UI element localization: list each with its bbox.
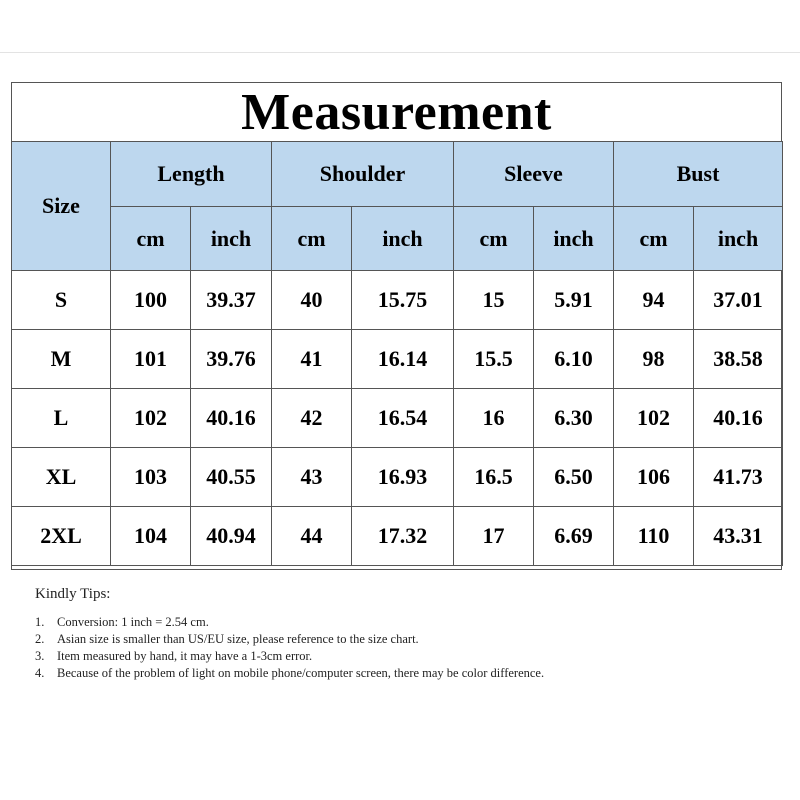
value-cell: 102 [614,389,694,448]
value-cell: 94 [614,271,694,330]
table-row [12,271,783,330]
value-cell: 43 [272,448,352,507]
unit-header: cm [454,207,534,271]
unit-header: inch [352,207,454,271]
tip-number: 2. [35,632,45,646]
value-cell: 6.69 [534,507,614,566]
value-cell: 16.5 [454,448,534,507]
tips-title: Kindly Tips: [35,586,111,602]
group-header-sleeve: Sleeve [454,142,614,207]
value-cell: 15.5 [454,330,534,389]
size-cell: M [12,330,111,389]
chart-title: Measurement [241,84,552,141]
group-header-length: Length [111,142,272,207]
value-cell: 16.14 [352,330,454,389]
value-cell: 42 [272,389,352,448]
value-cell: 5.91 [534,271,614,330]
value-cell: 41 [272,330,352,389]
value-cell: 40.55 [191,448,272,507]
header-row-units [12,207,783,271]
value-cell: 44 [272,507,352,566]
unit-header: cm [272,207,352,271]
value-cell: 100 [111,271,191,330]
value-cell: 6.10 [534,330,614,389]
value-cell: 43.31 [694,507,783,566]
value-cell: 38.58 [694,330,783,389]
value-cell: 17 [454,507,534,566]
value-cell: 16.93 [352,448,454,507]
size-table [11,141,783,566]
tip-text: Conversion: 1 inch = 2.54 cm. [57,615,209,629]
value-cell: 15 [454,271,534,330]
header-row-groups [12,142,783,207]
value-cell: 16.54 [352,389,454,448]
size-chart [11,82,782,570]
tip-text: Item measured by hand, it may have a 1-3cm error. [57,649,313,663]
value-cell: 102 [111,389,191,448]
size-cell: 2XL [12,507,111,566]
value-cell: 40.16 [694,389,783,448]
value-cell: 6.30 [534,389,614,448]
top-divider [0,52,800,53]
group-header-shoulder: Shoulder [272,142,454,207]
table-row [12,448,783,507]
size-cell: S [12,271,111,330]
value-cell: 17.32 [352,507,454,566]
size-cell: L [12,389,111,448]
value-cell: 110 [614,507,694,566]
value-cell: 103 [111,448,191,507]
tip-number: 4. [35,666,45,680]
value-cell: 40.94 [191,507,272,566]
tip-number: 3. [35,649,45,663]
table-row [12,389,783,448]
value-cell: 101 [111,330,191,389]
unit-header: cm [111,207,191,271]
value-cell: 40.16 [191,389,272,448]
unit-header: inch [191,207,272,271]
tip-text: Asian size is smaller than US/EU size, please reference to the size chart. [57,632,419,646]
tip-item [35,665,775,682]
kindly-tips [35,586,775,682]
value-cell: 40 [272,271,352,330]
unit-header: cm [614,207,694,271]
tip-number: 1. [35,615,45,629]
table-row [12,507,783,566]
unit-header: inch [534,207,614,271]
value-cell: 6.50 [534,448,614,507]
group-header-bust: Bust [614,142,783,207]
tip-item [35,631,775,648]
value-cell: 16 [454,389,534,448]
tip-text: Because of the problem of light on mobile phone/computer screen, there may be color difference. [57,666,545,680]
value-cell: 37.01 [694,271,783,330]
value-cell: 106 [614,448,694,507]
value-cell: 104 [111,507,191,566]
value-cell: 41.73 [694,448,783,507]
tip-item [35,614,775,631]
table-row [12,330,783,389]
unit-header: inch [694,207,783,271]
value-cell: 98 [614,330,694,389]
value-cell: 39.37 [191,271,272,330]
value-cell: 15.75 [352,271,454,330]
size-cell: XL [12,448,111,507]
tip-item [35,648,775,665]
size-header: Size [12,142,111,271]
value-cell: 39.76 [191,330,272,389]
